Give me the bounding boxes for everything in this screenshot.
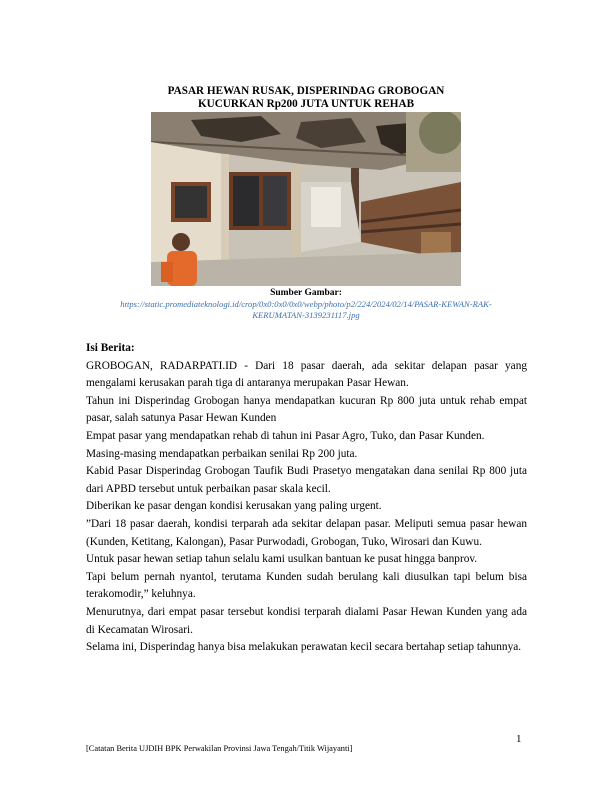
paragraph: Masing-masing mendapatkan perbaikan senilai Rp 200 juta. (86, 447, 358, 460)
paragraph: GROBOGAN, RADARPATI.ID - Dari 18 pasar daerah, ada sekitar delapan pasar yang mengalami kerusakan parah tiga di antaranya merupakan Pasar Hewan. (86, 359, 527, 390)
article-body (86, 340, 527, 657)
paragraph: Diberikan ke pasar dengan kondisi kerusakan yang paling urgent. (86, 500, 382, 513)
page-footer: [Catatan Berita UJDIH BPK Perwakilan Provinsi Jawa Tengah/Titik Wijayanti] (86, 744, 353, 753)
page-number: 1 (516, 733, 522, 745)
section-heading: Isi Berita: (86, 342, 135, 354)
paragraph: Tapi belum pernah nyantol, terutama Kunden sudah berulang kali diusulkan tapi belum bisa terakomodir,” keluhnya. (86, 570, 527, 601)
paragraph: Empat pasar yang mendapatkan rehab di tahun ini Pasar Agro, Tuko, dan Pasar Kunden. (86, 429, 485, 442)
paragraph: Selama ini, Disperindag hanya bisa melakukan perawatan kecil secara bertahap setiap tahunnya. (86, 641, 522, 654)
paragraph: ”Dari 18 pasar daerah, kondisi terparah ada sekitar delapan pasar. Meliputi semua pasar hewan (Kunden, Ketitang, Kalongan), Pasar Purwodadi, Grobogan, Tuko, Wirosari dan Kuwu. (86, 517, 527, 548)
paragraph: Menurutnya, dari empat pasar tersebut kondisi terparah dialami Pasar Hewan Kunden yang ada di Kecamatan Wirosari. (86, 605, 527, 636)
article-title (86, 85, 526, 111)
paragraph: Untuk pasar hewan setiap tahun selalu kami usulkan bantuan ke pusat hingga banprov. (86, 553, 478, 566)
title-line-1: PASAR HEWAN RUSAK, DISPERINDAG GROBOGAN (167, 85, 445, 97)
title-line-2: KUCURKAN Rp200 JUTA UNTUK REHAB (197, 98, 415, 110)
article-photo (151, 112, 461, 286)
photo-source-url[interactable] (86, 299, 526, 321)
paragraph: Tahun ini Disperindag Grobogan hanya mendapatkan kucuran Rp 800 juta untuk rehab empat pasar, salah satunya Pasar Hewan Kunden (86, 394, 527, 425)
photo-caption-label: Sumber Gambar: (270, 288, 342, 298)
photo-source-url-line-2[interactable]: KERUMATAN-3139231117.jpg (252, 310, 360, 320)
photo-source-url-line-1[interactable]: https://static.promediateknologi.id/crop/0x0:0x0/0x0/webp/photo/p2/224/2024/02/14/PASAR-KEWAN-RAK- (120, 299, 492, 309)
paragraph: Kabid Pasar Disperindag Grobogan Taufik Budi Prasetyo mengatakan dana senilai Rp 800 juta dari APBD tersebut untuk perbaikan pasar skala kecil. (86, 465, 527, 495)
